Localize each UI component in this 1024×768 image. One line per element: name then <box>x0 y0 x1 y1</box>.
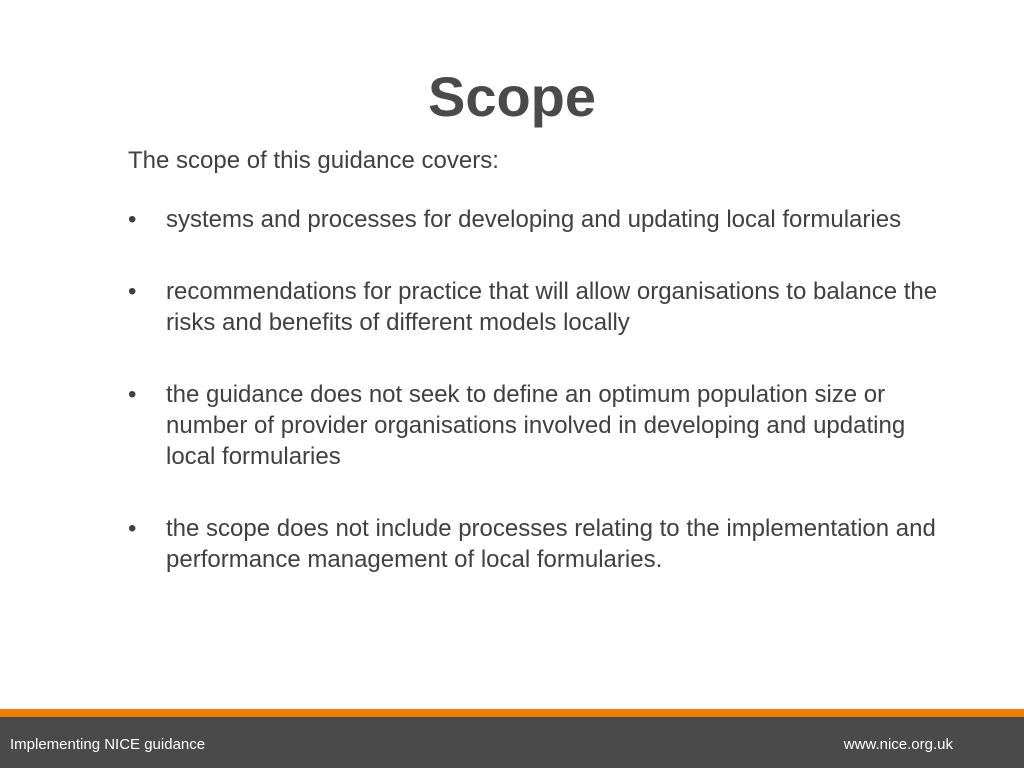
bullet-text: recommendations for practice that will allow organisations to balance the risks and benefits of different models locally <box>166 278 938 336</box>
footer-bar <box>0 717 1024 768</box>
bullet-dot-icon: • <box>128 206 137 233</box>
footer-left-text: Implementing NICE guidance <box>10 736 206 753</box>
bullet-item <box>128 513 948 575</box>
footer-accent-stripe <box>0 709 1024 717</box>
bullet-dot-icon: • <box>128 381 137 408</box>
bullet-item <box>128 204 948 235</box>
bullet-text: systems and processes for developing and updating local formularies <box>166 206 902 233</box>
slide-content <box>128 146 948 616</box>
footer-website-link[interactable]: www.nice.org.uk <box>843 736 953 753</box>
slide-title: Scope <box>427 65 597 128</box>
bullet-text: the scope does not include processes relating to the implementation and performance management of local formularies. <box>166 515 936 573</box>
bullet-dot-icon: • <box>128 278 137 305</box>
bullet-text: the guidance does not seek to define an optimum population size or number of provider organisations involved in developing and updating local formularies <box>166 381 906 470</box>
bullet-item <box>128 276 948 338</box>
bullet-dot-icon: • <box>128 515 137 542</box>
intro-text: The scope of this guidance covers: <box>128 147 499 174</box>
bullet-list <box>128 204 948 575</box>
bullet-item <box>128 379 948 472</box>
